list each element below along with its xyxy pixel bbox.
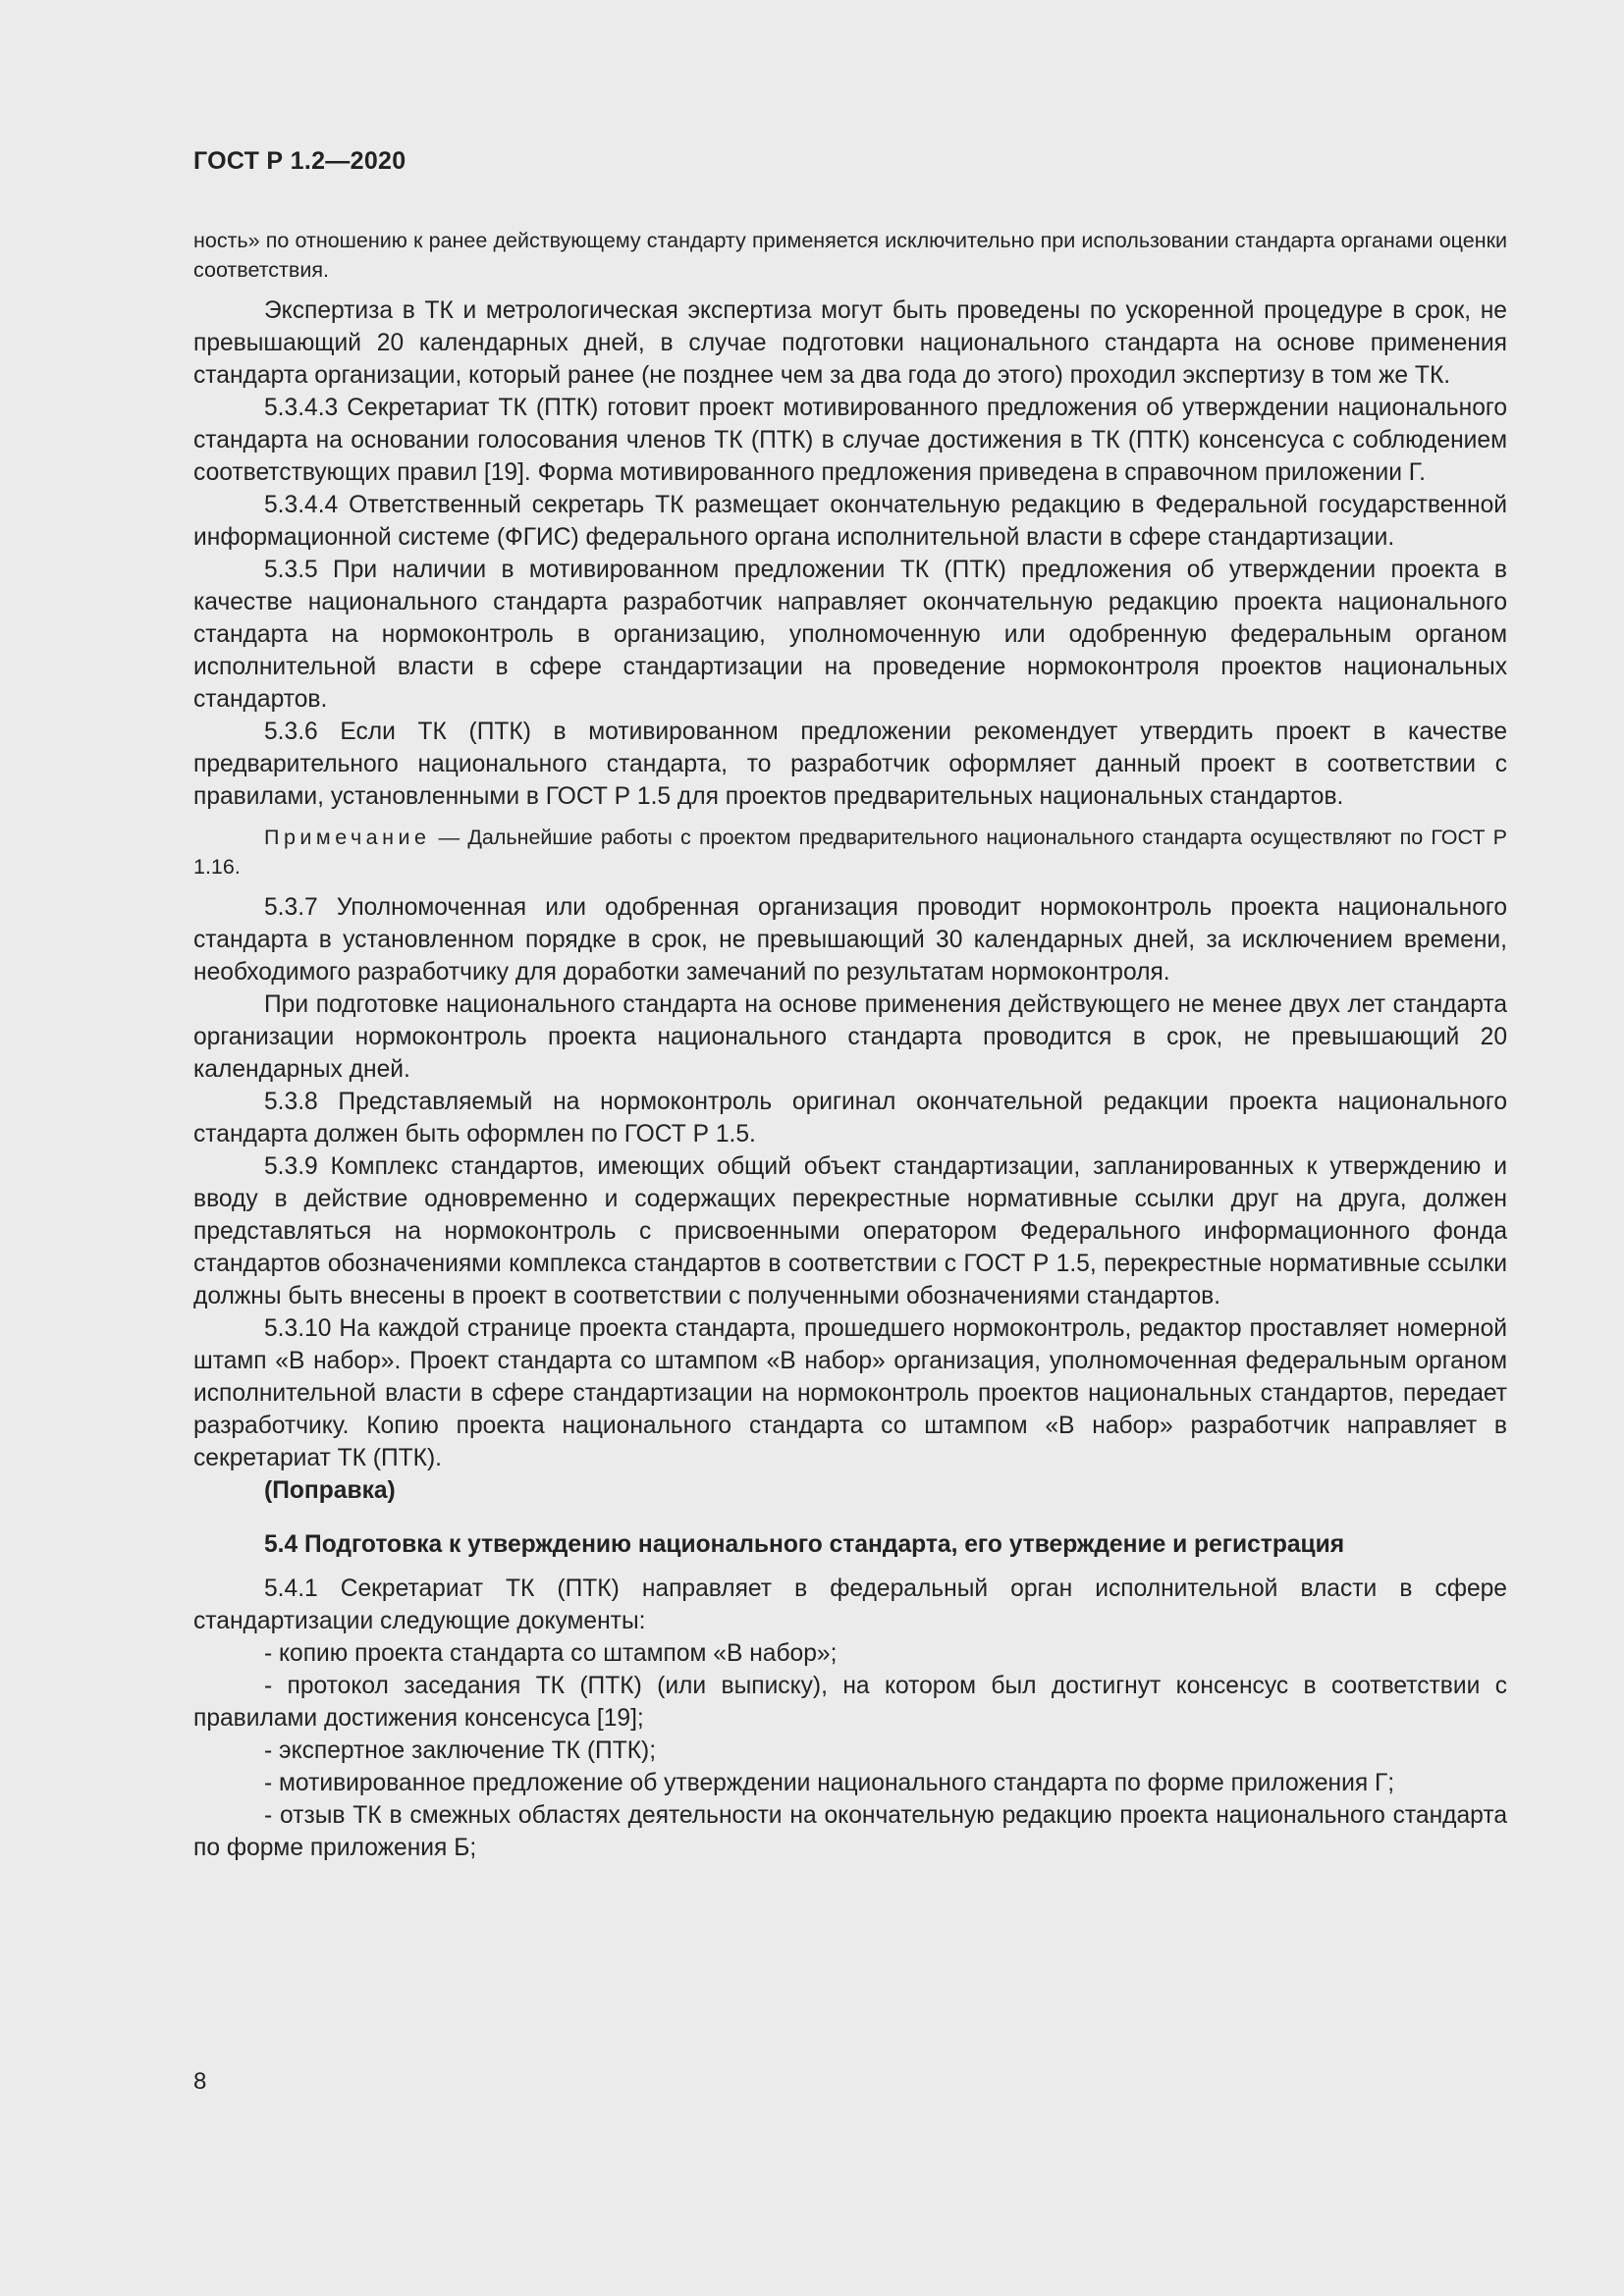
paragraph-5-3-4-4: 5.3.4.4 Ответственный секретарь ТК размещает окончательную редакцию в Федеральной государственной информационной системе (ФГИС) федерального органа исполнительной власти в сфере стандартизации. xyxy=(193,492,1507,551)
paragraph-continuation: ность» по отношению к ранее действующему стандарту применяется исключительно при использовании стандарта органами оценки соответствия. xyxy=(193,229,1507,282)
paragraph-accelerated-normcontrol: При подготовке национального стандарта на основе применения действующего не менее двух лет стандарта организации нормоконтроль проекта национального стандарта проводится в срок, не превышающий 20 календарных дней. xyxy=(193,991,1507,1083)
page-number: 8 xyxy=(193,2068,207,2095)
paragraph-5-3-7: 5.3.7 Уполномоченная или одобренная организация проводит нормоконтроль проекта национального стандарта в установленном порядке в срок, не превышающий 30 календарных дней, за исключением времени, необходимого разработчику для доработки замечаний по результатам нормоконтроля. xyxy=(193,894,1507,986)
list-item: - протокол заседания ТК (ПТК) (или выписку), на котором был достигнут консенсус в соответствии с правилами достижения консенсуса [19]; xyxy=(193,1673,1507,1732)
section-heading-5-4: 5.4 Подготовка к утверждению национального стандарта, его утверждение и регистрация xyxy=(264,1531,1345,1558)
list-item: - отзыв ТК в смежных областях деятельности на окончательную редакцию проекта национального стандарта по форме приложения Б; xyxy=(193,1802,1507,1861)
amendment-mark: (Поправка) xyxy=(264,1477,396,1504)
note-label: Примечание xyxy=(264,826,431,849)
document-body xyxy=(193,226,1507,1864)
list-item: - экспертное заключение ТК (ПТК); xyxy=(264,1737,657,1764)
paragraph-5-3-5: 5.3.5 При наличии в мотивированном предложении ТК (ПТК) предложения об утверждении проекта в качестве национального стандарта разработчик направляет окончательную редакцию проекта национального стандарта на нормоконтроль в организацию, уполномоченную или одобренную федеральным органом исполнительной власти в сфере стандартизации на проведение нормоконтроля проектов национальных стандартов. xyxy=(193,557,1507,713)
paragraph-5-3-4-3: 5.3.4.3 Секретариат ТК (ПТК) готовит проект мотивированного предложения об утверждении национального стандарта на основании голосования членов ТК (ПТК) в случае достижения в ТК (ПТК) консенсуса с соблюдением соответствующих правил [19]. Форма мотивированного предложения приведена в справочном приложении Г. xyxy=(193,395,1507,486)
list-item: - мотивированное предложение об утверждении национального стандарта по форме приложения Г; xyxy=(264,1770,1395,1796)
paragraph-5-4-1: 5.4.1 Секретариат ТК (ПТК) направляет в федеральный орган исполнительной власти в сфере стандартизации следующие документы: xyxy=(193,1575,1507,1634)
paragraph-5-3-8: 5.3.8 Представляемый на нормоконтроль оригинал окончательной редакции проекта национального стандарта должен быть оформлен по ГОСТ Р 1.5. xyxy=(193,1089,1507,1148)
paragraph-5-3-6: 5.3.6 Если ТК (ПТК) в мотивированном предложении рекомендует утвердить проект в качестве предварительного национального стандарта, то разработчик оформляет данный проект в соответствии с правилами, установленными в ГОСТ Р 1.5 для проектов предварительных национальных стандартов. xyxy=(193,719,1507,810)
paragraph-5-3-10: 5.3.10 На каждой странице проекта стандарта, прошедшего нормоконтроль, редактор проставляет номерной штамп «В набор». Проект стандарта со штампом «В набор» организация, уполномоченная федеральным органом исполнительной власти в сфере стандартизации на нормоконтроль проектов национальных стандартов, передает разработчику. Копию проекта национального стандарта со штампом «В набор» разработчик направляет в секретариат ТК (ПТК). xyxy=(193,1315,1507,1471)
note-text: — Дальнейшие работы с проектом предварительного национального стандарта осуществляют по ГОСТ Р 1.16. xyxy=(193,826,1507,879)
standard-header: ГОСТ Р 1.2—2020 xyxy=(193,147,406,175)
note xyxy=(193,823,1507,881)
paragraph-5-3-9: 5.3.9 Комплекс стандартов, имеющих общий объект стандартизации, запланированных к утверждению и вводу в действие одновременно и содержащих перекрестные нормативные ссылки друг на друга, должен представляться на нормоконтроль с присвоенными оператором Федерального информационного фонда стандартов обозначениями комплекса стандартов в соответствии с ГОСТ Р 1.5, перекрестные нормативные ссылки должны быть внесены в проект в соответствии с полученными обозначениями стандартов. xyxy=(193,1153,1507,1309)
list-item: - копию проекта стандарта со штампом «В набор»; xyxy=(264,1640,838,1667)
paragraph-expertise: Экспертиза в ТК и метрологическая экспертиза могут быть проведены по ускоренной процедуре в срок, не превышающий 20 календарных дней, в случае подготовки национального стандарта на основе применения стандарта организации, который ранее (не позднее чем за два года до этого) проходил экспертизу в том же ТК. xyxy=(193,297,1507,389)
